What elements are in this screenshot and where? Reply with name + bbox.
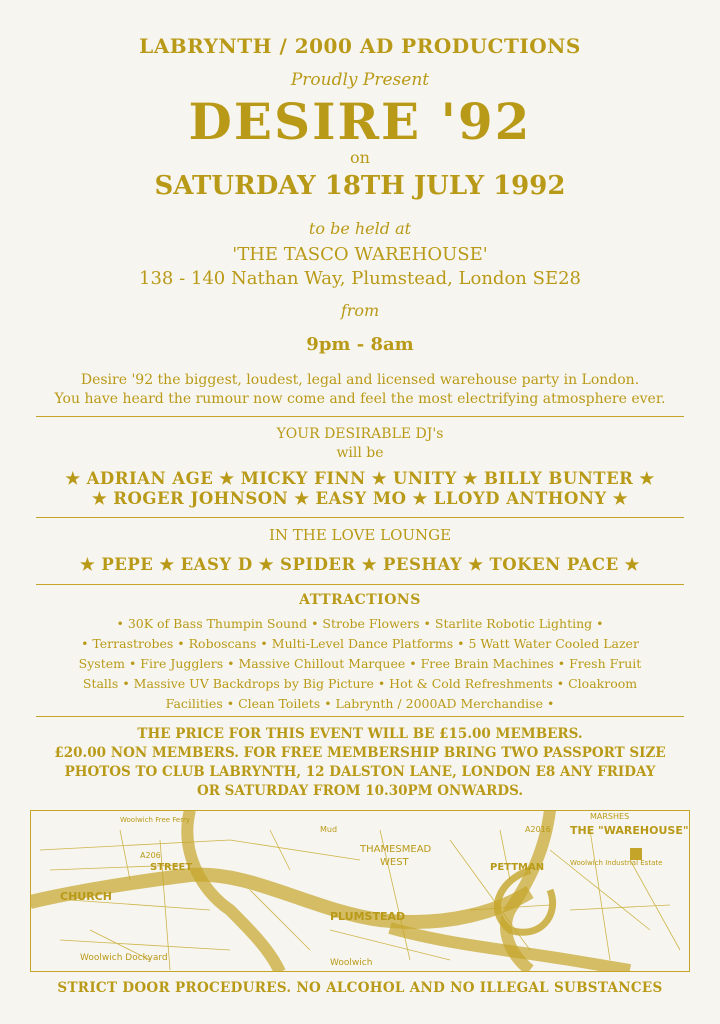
dj-name: ROGER JOHNSON (113, 489, 289, 508)
dj-name: UNITY (393, 469, 457, 488)
dj-name: SPIDER (280, 555, 356, 574)
event-date: SATURDAY 18TH JULY 1992 (154, 171, 566, 201)
dj-subheading: will be (336, 445, 384, 461)
location-map (30, 810, 690, 972)
star-icon: ★ (624, 555, 640, 574)
map-label-street: STREET (150, 862, 193, 873)
held-at-label: to be held at (308, 219, 412, 238)
star-icon: ★ (361, 555, 377, 574)
divider (36, 517, 684, 518)
proudly-present: Proudly Present (290, 70, 430, 90)
map-label-a206: A206 (140, 851, 161, 860)
map-label-woolwich-dockyard: Woolwich Dockyard (80, 953, 168, 963)
love-lounge-djs (0, 555, 720, 574)
map-label-a2016: A2016 (525, 825, 551, 834)
producers-line: LABRYNTH / 2000 AD PRODUCTIONS (139, 34, 581, 58)
map-label-pettman: PETTMAN (490, 862, 545, 873)
star-icon: ★ (258, 555, 275, 574)
divider (36, 716, 684, 717)
event-title: DESIRE '92 (188, 92, 532, 151)
divider (36, 416, 684, 417)
dj-row-1 (0, 469, 720, 488)
map-label-church: CHURCH (60, 890, 112, 903)
price-line: THE PRICE FOR THIS EVENT WILL BE £15.00 MEMBERS. (137, 726, 583, 742)
price-line: £20.00 NON MEMBERS. FOR FREE MEMBERSHIP BRING TWO PASSPORT SIZE (54, 745, 666, 761)
star-icon: ★ (371, 469, 387, 488)
star-icon: ★ (80, 555, 96, 574)
footer-notice: STRICT DOOR PROCEDURES. NO ALCOHOL AND NO ILLEGAL SUBSTANCES (57, 980, 663, 996)
dj-name: ADRIAN AGE (86, 469, 214, 488)
attractions-line: System • Fire Jugglers • Massive Chillout Marquee • Free Brain Machines • Fresh Fruit (78, 656, 642, 671)
from-label: from (340, 301, 380, 320)
dj-name: PESHAY (382, 555, 463, 574)
star-icon: ★ (462, 469, 479, 488)
dj-name: PEPE (101, 555, 154, 574)
attractions-line: • Terrastrobes • Roboscans • Multi-Level Dance Platforms • 5 Watt Water Cooled Lazer (81, 636, 639, 651)
star-icon: ★ (612, 489, 628, 508)
on-label: on (350, 148, 370, 167)
map-label-industrial-estate: Woolwich Industrial Estate (570, 859, 663, 867)
dj-name: LLOYD ANTHONY (433, 489, 607, 508)
dj-name: MICKY FINN (240, 469, 366, 488)
venue-address: 138 - 140 Nathan Way, Plumstead, London SE28 (139, 268, 581, 289)
attractions-line: Facilities • Clean Toilets • Labrynth / 2000AD Merchandise • (165, 696, 555, 711)
divider (36, 584, 684, 585)
star-icon: ★ (92, 489, 108, 508)
map-label-mud: Mud (320, 825, 338, 834)
map-label-plumstead: PLUMSTEAD (330, 910, 406, 923)
dj-row-2 (0, 489, 720, 508)
map-label-west: WEST (380, 857, 409, 868)
star-icon: ★ (639, 469, 655, 488)
attractions-line: • 30K of Bass Thumpin Sound • Strobe Flowers • Starlite Robotic Lighting • (116, 616, 604, 631)
love-lounge-heading: IN THE LOVE LOUNGE (268, 526, 452, 544)
star-icon: ★ (468, 555, 484, 574)
dj-name: TOKEN PACE (489, 555, 619, 574)
intro-line-2: You have heard the rumour now come and feel the most electrifying atmosphere ever. (54, 391, 666, 407)
map-label-warehouse: THE "WAREHOUSE" (570, 824, 689, 837)
star-icon: ★ (65, 469, 81, 488)
dj-name: BILLY BUNTER (484, 469, 634, 488)
dj-name: EASY MO (315, 489, 407, 508)
star-icon: ★ (159, 555, 175, 574)
attractions-line: Stalls • Massive UV Backdrops by Big Picture • Hot & Cold Refreshments • Cloakroom (82, 676, 638, 691)
map-label-woolwich: Woolwich (330, 958, 373, 968)
star-icon: ★ (294, 489, 310, 508)
dj-heading: YOUR DESIRABLE DJ's (276, 426, 444, 442)
event-time: 9pm - 8am (306, 334, 414, 355)
star-icon: ★ (219, 469, 235, 488)
intro-line-1: Desire '92 the biggest, loudest, legal and licensed warehouse party in London. (80, 372, 640, 388)
map-label-thamesmead: THAMESMEAD (360, 844, 432, 855)
price-line: OR SATURDAY FROM 10.30PM ONWARDS. (196, 783, 524, 799)
price-line: PHOTOS TO CLUB LABRYNTH, 12 DALSTON LANE, LONDON E8 ANY FRIDAY (64, 764, 656, 780)
attractions-heading: ATTRACTIONS (299, 592, 421, 608)
map-label-ferry: Woolwich Free Ferry (120, 816, 191, 824)
venue-name: 'THE TASCO WAREHOUSE' (232, 244, 488, 265)
attractions-list (0, 614, 720, 714)
star-icon: ★ (412, 489, 428, 508)
map-label-marshes: MARSHES (590, 812, 630, 821)
price-block (0, 725, 720, 801)
dj-name: EASY D (180, 555, 253, 574)
